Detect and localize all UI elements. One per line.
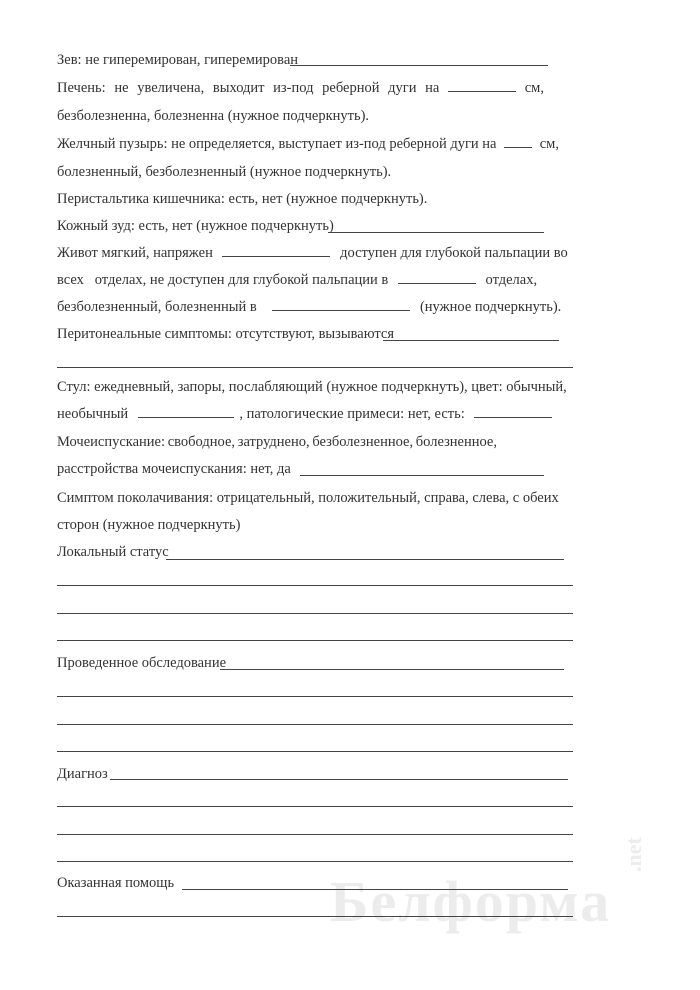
line-tapping-sides: сторон (нужное подчеркнуть) (57, 517, 241, 533)
throat-field[interactable] (290, 65, 548, 66)
line-pain-location: безболезненный, болезненный в (нужное подчеркнуть). (57, 299, 562, 315)
watermark-suffix: .net (621, 837, 646, 872)
examination-line-4[interactable] (57, 751, 573, 752)
line-examination: Проведенное обследование (57, 655, 227, 671)
local-status-field[interactable] (166, 559, 564, 560)
line-tapping-symptom: Симптом поколачивания: отрицательный, положительный, справа, слева, с обеих (57, 490, 559, 506)
assistance-field[interactable] (182, 889, 568, 890)
pain-location-field[interactable] (272, 298, 410, 311)
line-liver-pain: безболезненна, болезненна (нужное подчеркнуть). (57, 108, 370, 124)
line-gallbladder-pain: болезненный, безболезненный (нужное подчеркнуть). (57, 164, 392, 180)
palpation-field[interactable] (398, 271, 476, 284)
peritoneal-extra-line[interactable] (57, 367, 573, 368)
examination-line-2[interactable] (57, 696, 573, 697)
local-status-line-4[interactable] (57, 640, 573, 641)
abdomen-tense-field[interactable] (222, 244, 330, 257)
stool-color-field[interactable] (138, 405, 234, 418)
line-itching: Кожный зуд: есть, нет (нужное подчеркнуть) (57, 218, 334, 234)
line-diagnosis: Диагноз (57, 766, 108, 782)
line-stool-color: необычный , патологические примеси: нет, есть: (57, 405, 552, 423)
local-status-line-2[interactable] (57, 585, 573, 586)
peritoneal-field[interactable] (383, 340, 559, 341)
examination-line-3[interactable] (57, 724, 573, 725)
line-throat: Зев: не гиперемирован, гиперемирован (57, 52, 299, 68)
itching-field[interactable] (328, 232, 544, 233)
examination-field[interactable] (220, 669, 564, 670)
stool-admixture-field[interactable] (474, 405, 552, 418)
diagnosis-line-3[interactable] (57, 834, 573, 835)
line-gallbladder: Желчный пузырь: не определяется, выступает из-под реберной дуги на см, (57, 136, 559, 152)
line-abdomen: Живот мягкий, напряжен доступен для глубокой пальпации во (57, 245, 568, 261)
liver-cm-field[interactable] (448, 79, 516, 92)
diagnosis-line-2[interactable] (57, 806, 573, 807)
line-urination: Мочеиспускание: свободное, затруднено, безболезненное, болезненное, (57, 434, 497, 450)
line-assistance: Оказанная помощь (57, 875, 175, 891)
line-stool: Стул: ежедневный, запоры, послабляющий (нужное подчеркнуть), цвет: обычный, (57, 379, 567, 395)
diagnosis-line-4[interactable] (57, 861, 573, 862)
line-urination-disorders: расстройства мочеиспускания: нет, да (57, 461, 291, 477)
local-status-line-3[interactable] (57, 613, 573, 614)
line-liver: Печень: не увеличена, выходит из-под реберной дуги на см, (57, 80, 544, 96)
line-palpation: всех отделах, не доступен для глубокой пальпации в отделах, (57, 272, 538, 288)
diagnosis-field[interactable] (110, 779, 568, 780)
watermark-logo: Белформа (330, 869, 612, 934)
line-local-status: Локальный статус (57, 544, 169, 560)
assistance-line-2[interactable] (57, 916, 573, 917)
urination-disorders-field[interactable] (300, 475, 544, 476)
line-peritoneal: Перитонеальные симптомы: отсутствуют, вызываются (57, 326, 394, 342)
gallbladder-cm-field[interactable] (504, 135, 532, 148)
line-peristalsis: Перистальтика кишечника: есть, нет (нужное подчеркнуть). (57, 191, 428, 207)
